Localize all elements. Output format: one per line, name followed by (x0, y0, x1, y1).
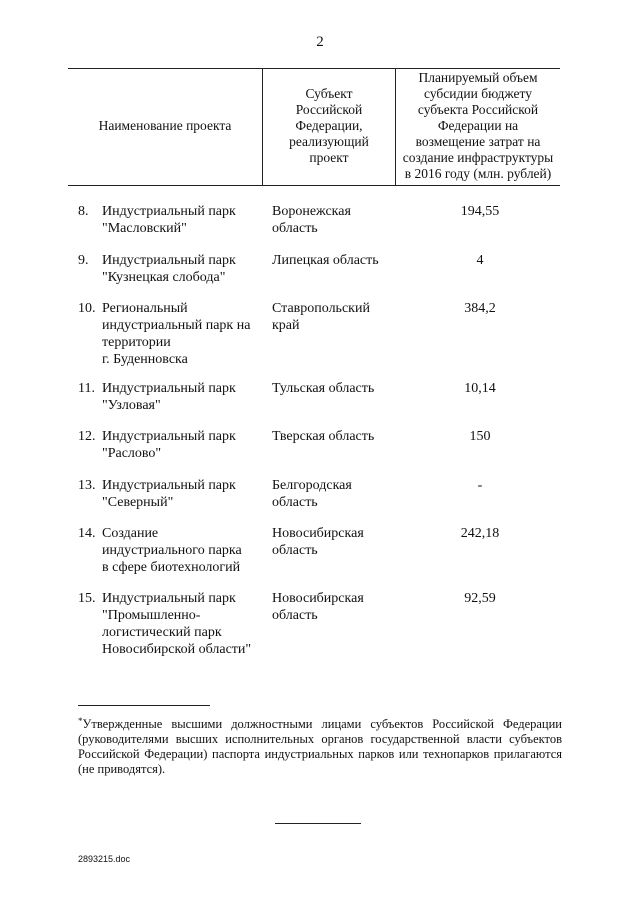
header-project-name: Наименование проекта (98, 118, 232, 133)
project-name: Индустриальный парк "Кузнецкая слобода" (102, 253, 236, 285)
subsidy-amount: 4 (476, 253, 484, 268)
header-subject: Субъект Российской Федерации, реализующий проект (289, 86, 369, 165)
project-name: Индустриальный парк "Узловая" (102, 381, 236, 413)
row-number: 12. (78, 429, 96, 444)
subsidy-amount: 384,2 (464, 301, 496, 316)
subsidy-amount: 194,55 (460, 204, 500, 219)
region-name: Тульская область (272, 381, 375, 396)
row-number: 10. (78, 301, 96, 316)
project-name: Создание индустриального парка в сфере биотехнологий (102, 526, 242, 575)
region-name: Новосибирская область (272, 591, 364, 623)
end-of-document-rule (275, 823, 361, 824)
project-name: Региональный индустриальный парк на территории г. Буденновска (102, 301, 251, 367)
region-name: Воронежская область (272, 204, 351, 236)
document-code: 2893215.doc (78, 854, 131, 864)
row-number: 9. (78, 253, 89, 268)
project-name: Индустриальный парк "Северный" (102, 478, 236, 510)
table-header-bottom-rule (68, 185, 560, 186)
project-name: Индустриальный парк "Раслово" (102, 429, 236, 461)
project-name: Индустриальный парк "Промышленно- логистический парк Новосибирской области" (102, 591, 252, 657)
row-number: 14. (78, 526, 96, 541)
region-name: Ставропольский край (272, 301, 370, 333)
subsidy-amount: - (477, 478, 483, 493)
footnote-text: Утвержденные высшими должностными лицами субъектов Российской Федерации (руководителями высших исполнительных органов государственной власти субъектов Российской Федерации) паспорта индустриальных парков или технопарков прилагаются (не приводятся). (78, 717, 562, 776)
row-number: 11. (78, 381, 95, 396)
page-number: 2 (316, 34, 324, 50)
subsidy-amount: 92,59 (464, 591, 496, 606)
subsidy-amount: 10,14 (464, 381, 496, 396)
region-name: Белгородская область (272, 478, 352, 510)
row-number: 15. (78, 591, 96, 606)
row-number: 8. (78, 204, 89, 219)
subsidy-amount: 242,18 (460, 526, 500, 541)
row-number: 13. (78, 478, 96, 493)
header-subsidy: Планируемый объем субсидии бюджету субъекта Российской Федерации на возмещение затрат на создание инфраструктуры в 2016 году (млн. рублей) (402, 70, 554, 181)
region-name: Тверская область (272, 429, 375, 444)
footnote-separator (78, 705, 210, 706)
region-name: Липецкая область (272, 253, 379, 268)
table-top-rule (68, 68, 560, 69)
footnote-marker: * (78, 716, 83, 726)
footnote (78, 717, 562, 777)
project-name: Индустриальный парк "Масловский" (102, 204, 236, 236)
subsidy-amount: 150 (469, 429, 491, 444)
region-name: Новосибирская область (272, 526, 364, 558)
